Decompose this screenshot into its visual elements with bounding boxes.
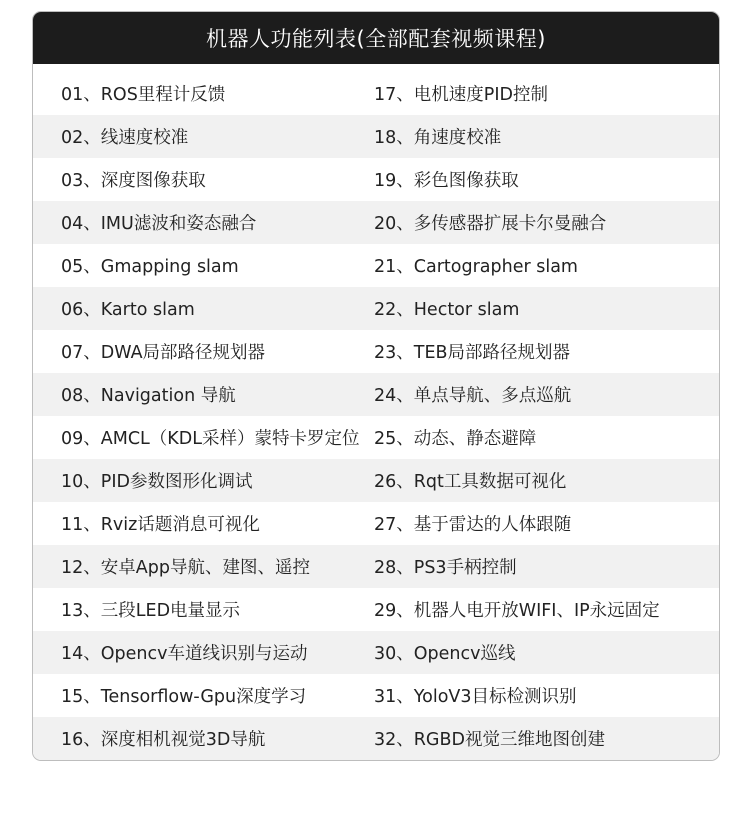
- feature-item: 13、三段LED电量显示: [61, 601, 241, 621]
- feature-row: [33, 373, 719, 416]
- feature-item: 04、IMU滤波和姿态融合: [61, 214, 257, 234]
- feature-item: 29、机器人电开放WIFI、IP永远固定: [374, 601, 660, 621]
- feature-row: [33, 158, 719, 201]
- feature-item: 32、RGBD视觉三维地图创建: [374, 730, 605, 750]
- feature-row: [33, 502, 719, 545]
- feature-item: 09、AMCL（KDL采样）蒙特卡罗定位: [61, 429, 360, 449]
- feature-item: 14、Opencv车道线识别与运动: [61, 644, 308, 664]
- feature-row: [33, 674, 719, 717]
- feature-list-card: [32, 11, 720, 761]
- feature-item: 07、DWA局部路径规划器: [61, 343, 266, 363]
- feature-list-rows: [33, 64, 719, 760]
- feature-item: 02、线速度校准: [61, 128, 189, 148]
- feature-item: 15、Tensorflow-Gpu深度学习: [61, 687, 307, 707]
- feature-row: [33, 330, 719, 373]
- feature-item: 27、基于雷达的人体跟随: [374, 515, 572, 535]
- feature-row: [33, 459, 719, 502]
- feature-item: 11、Rviz话题消息可视化: [61, 515, 260, 535]
- feature-item: 18、角速度校准: [374, 128, 502, 148]
- feature-row: [33, 72, 719, 115]
- feature-item: 12、安卓App导航、建图、遥控: [61, 558, 310, 578]
- feature-row: [33, 115, 719, 158]
- feature-row: [33, 416, 719, 459]
- feature-item: 24、单点导航、多点巡航: [374, 386, 572, 406]
- feature-row: [33, 201, 719, 244]
- feature-item: 20、多传感器扩展卡尔曼融合: [374, 214, 607, 234]
- feature-item: 08、Navigation 导航: [61, 386, 236, 406]
- feature-item: 05、Gmapping slam: [61, 257, 239, 277]
- feature-row: [33, 244, 719, 287]
- feature-item: 10、PID参数图形化调试: [61, 472, 253, 492]
- feature-item: 21、Cartographer slam: [374, 257, 578, 277]
- feature-row: [33, 717, 719, 760]
- feature-item: 03、深度图像获取: [61, 171, 206, 191]
- feature-item: 19、彩色图像获取: [374, 171, 519, 191]
- feature-item: 25、动态、静态避障: [374, 429, 537, 449]
- feature-item: 26、Rqt工具数据可视化: [374, 472, 567, 492]
- feature-row: [33, 287, 719, 330]
- feature-item: 01、ROS里程计反馈: [61, 85, 226, 105]
- feature-row: [33, 631, 719, 674]
- feature-item: 22、Hector slam: [374, 300, 520, 320]
- feature-item: 16、深度相机视觉3D导航: [61, 730, 266, 750]
- feature-item: 17、电机速度PID控制: [374, 85, 548, 105]
- feature-item: 31、YoloV3目标检测识别: [374, 687, 577, 707]
- feature-item: 06、Karto slam: [61, 300, 195, 320]
- feature-row: [33, 588, 719, 631]
- feature-item: 28、PS3手柄控制: [374, 558, 517, 578]
- feature-item: 23、TEB局部路径规划器: [374, 343, 571, 363]
- feature-row: [33, 545, 719, 588]
- feature-list-title: 机器人功能列表(全部配套视频课程): [33, 12, 719, 64]
- feature-item: 30、Opencv巡线: [374, 644, 516, 664]
